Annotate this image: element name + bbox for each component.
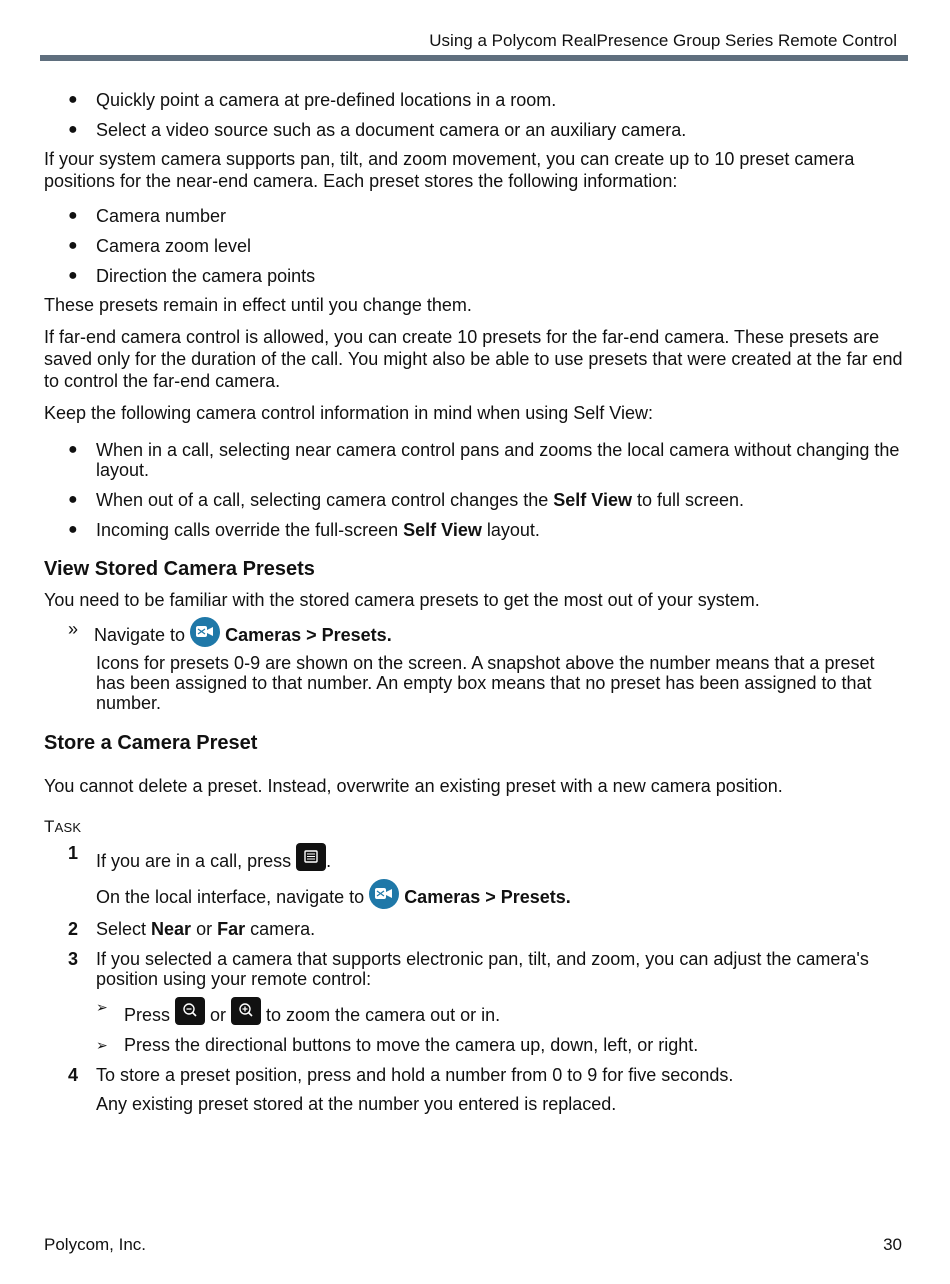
footer-company: Polycom, Inc.: [44, 1235, 147, 1254]
list-item-text: Incoming calls override the full-screen: [96, 520, 404, 540]
list-item-text: Direction the camera points: [96, 266, 316, 286]
step-number: 3: [68, 949, 79, 969]
arrowhead-icon: ➢: [96, 999, 108, 1015]
step-text: .: [326, 851, 332, 871]
substep-zoom: [44, 997, 906, 1025]
list-item-text: Camera zoom level: [96, 236, 252, 256]
list-item: [44, 266, 906, 286]
camera-icon: [190, 617, 220, 647]
step-number: 2: [68, 919, 79, 939]
step-number: 4: [68, 1065, 79, 1085]
step-path: Cameras > Presets.: [404, 887, 571, 907]
list-item-text: Select a video source such as a document camera or an auxiliary camera.: [96, 120, 687, 140]
arrowhead-icon: ➢: [96, 1037, 108, 1053]
far-term: Far: [217, 919, 246, 939]
selfview-bullet-list: [44, 440, 906, 540]
step-text: If you are in a call, press: [96, 851, 297, 871]
list-item: [44, 490, 906, 510]
task-step-2: [44, 919, 906, 939]
near-term: Near: [151, 919, 192, 939]
step-text: On the local interface, navigate to: [96, 887, 370, 907]
zoom-in-icon: [231, 997, 261, 1025]
section-heading-store-preset: Store a Camera Preset: [44, 732, 258, 754]
bullet-icon: ●: [68, 491, 78, 508]
substep-text: Press: [124, 1005, 176, 1025]
preset-info-bullet-list: [44, 206, 906, 286]
task-step-4: [44, 1065, 906, 1114]
footer-page-number: 30: [883, 1235, 902, 1254]
task-label-rest: ASK: [54, 820, 82, 835]
self-view-term: Self View: [553, 490, 632, 510]
paragraph-keep: Keep the following camera control information in mind when using Self View:: [44, 403, 653, 423]
list-item: [44, 120, 906, 140]
header-title: Using a Polycom RealPresence Group Series Remote Control: [429, 31, 897, 50]
bullet-icon: ●: [68, 91, 78, 108]
list-item: [44, 90, 906, 110]
list-item: [44, 206, 906, 226]
step-number: 1: [68, 843, 79, 863]
step-text: camera.: [245, 919, 316, 939]
list-item: [44, 236, 906, 256]
task-step-1: [44, 843, 906, 909]
navigate-step: [44, 617, 906, 647]
paragraph-view-intro: You need to be familiar with the stored camera presets to get the most out of your system.: [44, 590, 760, 610]
bullet-icon: ●: [68, 267, 78, 284]
bullet-icon: ●: [68, 521, 78, 538]
step-text: If you selected a camera that supports electronic pan, tilt, and zoom, you can adjust the camera's position using your remote control:: [96, 949, 869, 989]
camera-icon: [369, 879, 399, 909]
substep-text: or: [205, 1005, 232, 1025]
bullet-icon: ●: [68, 121, 78, 138]
step-text: Navigate to: [94, 625, 191, 645]
list-item-text: When in a call, selecting near camera control pans and zooms the local camera without changing the layout.: [96, 440, 900, 480]
list-item-text: to full screen.: [631, 490, 745, 510]
list-item-text: When out of a call, selecting camera control changes the: [96, 490, 554, 510]
menu-button-icon: [296, 843, 326, 871]
task-steps: [44, 843, 906, 989]
paragraph-farend: If far-end camera control is allowed, you can create 10 presets for the far-end camera. These presets are saved only for the duration of the call. You might also be able to use presets that were created at the far end to control the far-end camera.: [44, 327, 903, 391]
step-result: Any existing preset stored at the number you entered is replaced.: [96, 1094, 617, 1114]
bullet-icon: ●: [68, 207, 78, 224]
intro-bullet-list: [44, 90, 906, 140]
step-result: Icons for presets 0-9 are shown on the screen. A snapshot above the number means that a preset has been assigned to that number. An empty box means that no preset has been assigned to that number.: [96, 653, 875, 713]
list-item-text: layout.: [481, 520, 540, 540]
self-view-term: Self View: [403, 520, 482, 540]
list-item-text: Quickly point a camera at pre-defined locations in a room.: [96, 90, 557, 110]
list-item-text: Camera number: [96, 206, 227, 226]
paragraph-presets: If your system camera supports pan, tilt, and zoom movement, you can create up to 10 preset camera positions for the near-end camera. Each preset stores the following information:: [44, 149, 855, 191]
paragraph-store-intro: You cannot delete a preset. Instead, overwrite an existing preset with a new camera position.: [44, 776, 783, 796]
step-text: or: [191, 919, 218, 939]
bullet-icon: ●: [68, 237, 78, 254]
task-label: [44, 817, 906, 837]
step-alt: [96, 879, 906, 909]
substep-text: Press the directional buttons to move the camera up, down, left, or right.: [124, 1035, 699, 1055]
section-heading-view-presets: View Stored Camera Presets: [44, 558, 315, 580]
substep-directional: [44, 1035, 906, 1055]
step-text: To store a preset position, press and hold a number from 0 to 9 for five seconds.: [96, 1065, 734, 1085]
list-item: [44, 440, 906, 480]
task-label-first: T: [44, 817, 55, 836]
step-marker: »: [68, 619, 79, 639]
bullet-icon: ●: [68, 441, 78, 458]
substep-text: to zoom the camera out or in.: [261, 1005, 501, 1025]
task-steps-continued: [44, 1065, 906, 1114]
step-path: Cameras > Presets.: [225, 625, 392, 645]
header-rule: [40, 55, 908, 61]
paragraph-remain: These presets remain in effect until you change them.: [44, 295, 472, 315]
zoom-out-icon: [175, 997, 205, 1025]
task-step-3: [44, 949, 906, 989]
page-content: [44, 90, 906, 1114]
list-item: [44, 520, 906, 540]
step-text: Select: [96, 919, 152, 939]
